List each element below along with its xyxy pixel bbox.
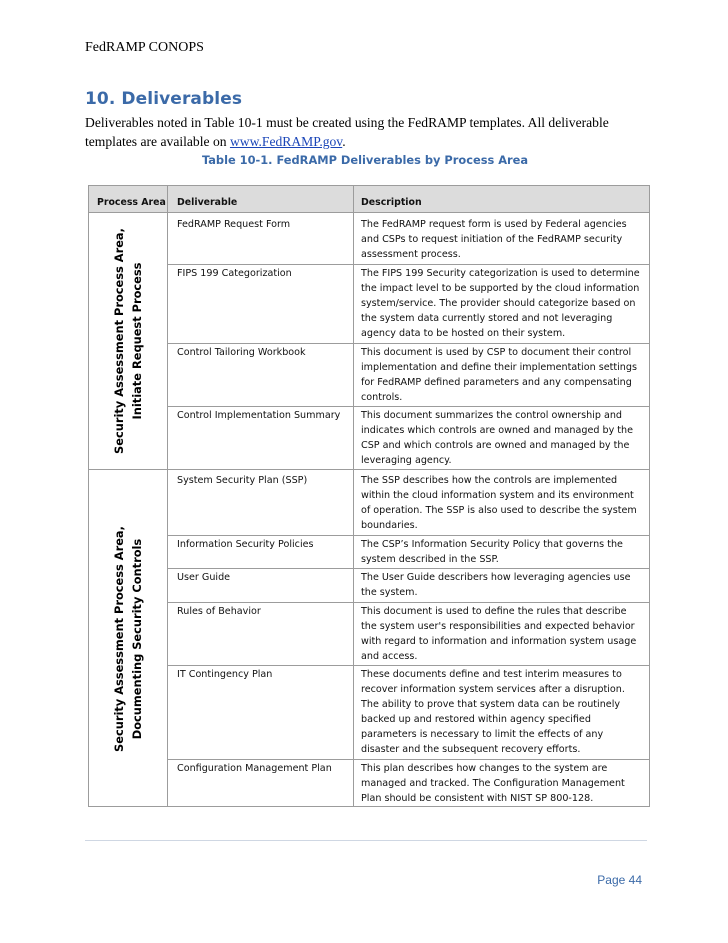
intro-text-end: . — [342, 134, 346, 149]
deliverable-cell: Information Security Policies — [177, 539, 314, 550]
deliverable-cell: System Security Plan (SSP) — [177, 475, 308, 486]
row-divider — [167, 535, 649, 536]
deliverable-cell: FedRAMP Request Form — [177, 219, 291, 230]
description-cell: The FIPS 199 Security categorization is used to determine the impact level to be supported by the cloud information system/service. The provider should categorize based on the system data currently stored and not leveraging agency data to be hosted on their system. — [361, 268, 640, 339]
footer-rule — [85, 840, 647, 841]
section-heading: 10. Deliverables — [85, 89, 243, 109]
table-caption: Table 10-1. FedRAMP Deliverables by Process Area — [201, 153, 529, 167]
deliverable-cell: Control Tailoring Workbook — [177, 347, 306, 358]
deliverable-cell: Rules of Behavior — [177, 606, 261, 617]
row-divider — [167, 343, 649, 344]
process-area-label-line1: Security Assessment Process Area, — [112, 526, 126, 752]
deliverable-cell: Control Implementation Summary — [177, 410, 341, 421]
row-divider — [167, 602, 649, 603]
deliverables-table — [88, 185, 650, 807]
table-header-row — [89, 186, 649, 213]
process-area-label-line2: Documenting Security Controls — [130, 538, 144, 740]
intro-paragraph — [85, 113, 645, 151]
description-cell: These documents define and test interim measures to recover information system services after a disruption. The ability to prove that system data can be routinely backed up and restored within agency specified parameters is necessary to limit the effects of any disaster and the subsequent recovery efforts. — [361, 669, 625, 755]
column-divider — [353, 213, 354, 806]
process-area-label — [110, 228, 146, 454]
description-cell: This document is used to define the rules that describe the system user's responsibilities and expected behavior with regard to information and information system usage and access. — [361, 606, 637, 662]
description-cell: The SSP describes how the controls are implemented within the cloud information system and its environment of operation. The SSP is also used to describe the system boundaries. — [361, 475, 637, 531]
page-number: Page 44 — [597, 873, 642, 887]
deliverable-cell: IT Contingency Plan — [177, 669, 273, 680]
deliverable-cell: User Guide — [177, 572, 231, 583]
intro-text: Deliverables noted in Table 10-1 must be created using the FedRAMP templates. All deliverable templates are available on — [85, 115, 609, 149]
description-cell: This plan describes how changes to the system are managed and tracked. The Configuration Management Plan should be consistent with NIST SP 800-128. — [361, 763, 625, 804]
description-cell: This document is used by CSP to document their control implementation and define their implementation settings for FedRAMP defined parameters and any compensating controls. — [361, 347, 637, 403]
fedramp-link[interactable]: www.FedRAMP.gov — [229, 134, 343, 149]
column-header-process-area: Process Area — [97, 197, 166, 208]
row-divider — [167, 568, 649, 569]
description-cell: The FedRAMP request form is used by Federal agencies and CSPs to request initiation of the FedRAMP security assessment process. — [361, 219, 627, 260]
column-header-description: Description — [361, 197, 422, 208]
description-cell: This document summarizes the control ownership and indicates which controls are owned and managed by the CSP and which controls are owned and managed by the leveraging agency. — [361, 410, 634, 466]
row-divider — [167, 264, 649, 265]
description-cell: The CSP’s Information Security Policy that governs the system described in the SSP. — [361, 539, 623, 565]
process-area-cell — [89, 470, 167, 808]
row-divider — [167, 759, 649, 760]
process-area-label — [110, 526, 146, 752]
deliverable-cell: FIPS 199 Categorization — [177, 268, 292, 279]
deliverable-cell: Configuration Management Plan — [177, 763, 332, 774]
row-divider — [167, 665, 649, 666]
column-header-deliverable: Deliverable — [177, 197, 238, 208]
column-divider — [167, 213, 168, 806]
process-area-cell — [89, 213, 167, 469]
running-header: FedRAMP CONOPS — [85, 40, 204, 55]
description-cell: The User Guide describers how leveraging agencies use the system. — [361, 572, 631, 598]
process-area-label-line1: Security Assessment Process Area, — [112, 228, 126, 454]
process-area-label-line2: Initiate Request Process — [130, 262, 144, 420]
group-divider — [89, 469, 649, 470]
row-divider — [167, 406, 649, 407]
